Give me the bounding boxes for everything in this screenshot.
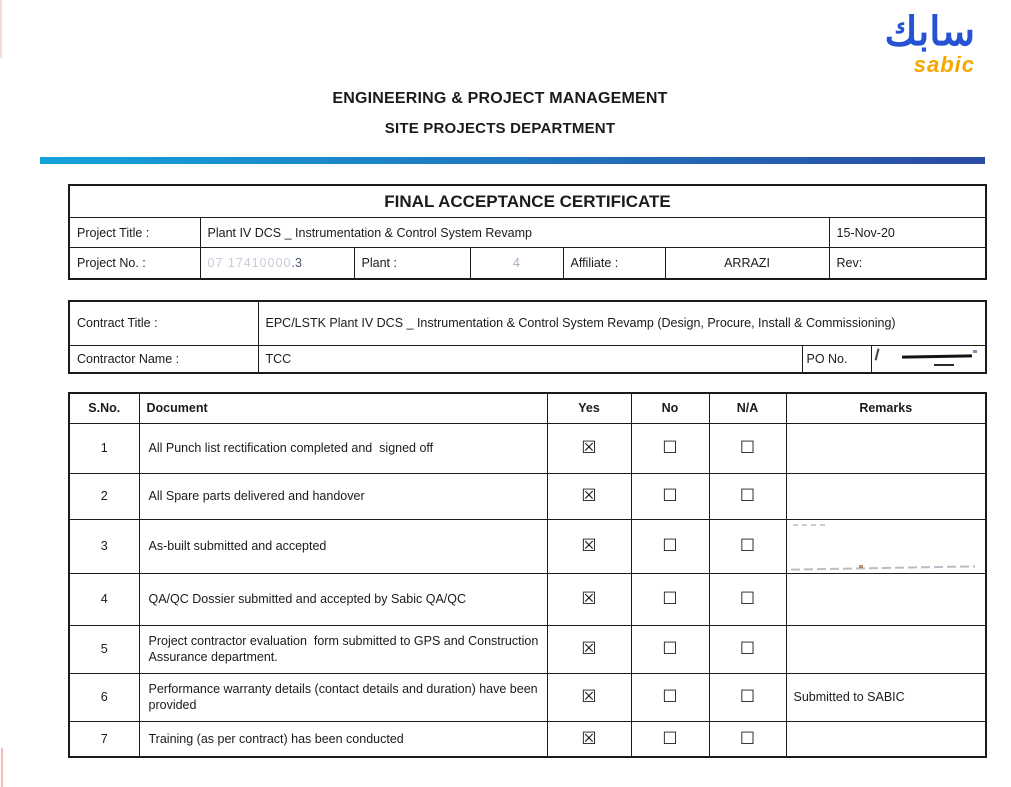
acceptance-checklist-table [68, 392, 987, 758]
plant-label: Plant : [354, 248, 470, 279]
sno-cell: 5 [69, 625, 139, 673]
affiliate-label: Affiliate : [563, 248, 665, 279]
remarks-cell [786, 423, 986, 473]
no-checkbox: ☐ [631, 721, 709, 757]
contractor-name-label: Contractor Name : [69, 345, 258, 373]
contract-info-table [68, 300, 987, 374]
remarks-cell: Submitted to SABIC [786, 673, 986, 721]
document-header [0, 90, 1000, 137]
yes-checkbox: ☒ [547, 625, 631, 673]
project-no-faded-text: 07 17410000 [207, 255, 292, 270]
sno-cell: 7 [69, 721, 139, 757]
po-no-label: PO No. [802, 345, 871, 373]
redacted-handwriting-marks [901, 354, 971, 358]
sub-department-title: SITE PROJECTS DEPARTMENT [384, 120, 616, 137]
scan-artifact-line [1, 748, 3, 787]
no-checkbox: ☐ [631, 625, 709, 673]
document-cell: Performance warranty details (contact details and duration) have been provided [139, 673, 547, 721]
sabic-logo-wordmark: sabic [913, 52, 975, 77]
col-header-na: N/A [709, 393, 786, 423]
no-checkbox: ☐ [631, 573, 709, 625]
document-cell: All Punch list rectification completed and signed off [139, 423, 547, 473]
document-cell: Project contractor evaluation form submitted to GPS and Construction Assurance department. [139, 625, 547, 673]
document-cell: QA/QC Dossier submitted and accepted by Sabic QA/QC [139, 573, 547, 625]
table-row [69, 301, 986, 345]
redacted-handwriting-marks [934, 364, 954, 367]
yes-checkbox: ☒ [547, 473, 631, 519]
department-title: ENGINEERING & PROJECT MANAGEMENT [332, 90, 668, 107]
no-checkbox: ☐ [631, 673, 709, 721]
checklist-row [69, 673, 986, 721]
scan-artifact-line [0, 0, 2, 58]
table-row [69, 248, 986, 279]
project-title-label: Project Title : [69, 218, 200, 248]
project-no-visible-text: .3 [291, 255, 302, 270]
certificate-info-table [68, 184, 987, 280]
na-checkbox: ☐ [709, 423, 786, 473]
sno-cell: 6 [69, 673, 139, 721]
document-cell: All Spare parts delivered and handover [139, 473, 547, 519]
yes-checkbox: ☒ [547, 721, 631, 757]
col-header-document: Document [139, 393, 547, 423]
project-no-value [200, 248, 354, 279]
checklist-row [69, 721, 986, 757]
table-row [69, 218, 986, 248]
header-divider-bar [40, 157, 985, 164]
document-cell: As-built submitted and accepted [139, 519, 547, 573]
redacted-handwriting-marks [874, 348, 884, 361]
sno-cell: 3 [69, 519, 139, 573]
yes-checkbox: ☒ [547, 673, 631, 721]
checklist-row [69, 423, 986, 473]
table-row [69, 185, 986, 218]
faded-handwriting-marks [859, 565, 863, 568]
remarks-cell [786, 573, 986, 625]
remarks-cell [786, 625, 986, 673]
no-checkbox: ☐ [631, 473, 709, 519]
yes-checkbox: ☒ [547, 519, 631, 573]
yes-checkbox: ☒ [547, 423, 631, 473]
table-row [69, 345, 986, 373]
na-checkbox: ☐ [709, 519, 786, 573]
checklist-row [69, 473, 986, 519]
remarks-cell [786, 519, 986, 573]
project-title-value: Plant IV DCS _ Instrumentation & Control System Revamp [200, 218, 829, 248]
col-header-remarks: Remarks [786, 393, 986, 423]
po-no-value [871, 345, 986, 373]
na-checkbox: ☐ [709, 573, 786, 625]
checklist-row [69, 625, 986, 673]
na-checkbox: ☐ [709, 673, 786, 721]
checklist-row [69, 573, 986, 625]
na-checkbox: ☐ [709, 721, 786, 757]
faded-handwriting-marks [790, 565, 974, 570]
contractor-name-value: TCC [258, 345, 802, 373]
na-checkbox: ☐ [709, 625, 786, 673]
redacted-handwriting-marks [973, 350, 977, 353]
certificate-title: FINAL ACCEPTANCE CERTIFICATE [69, 185, 986, 218]
remarks-cell [786, 721, 986, 757]
sabic-logo [884, 12, 975, 76]
sno-cell: 4 [69, 573, 139, 625]
project-no-label: Project No. : [69, 248, 200, 279]
no-checkbox: ☐ [631, 423, 709, 473]
checklist-row [69, 519, 986, 573]
contract-title-label: Contract Title : [69, 301, 258, 345]
yes-checkbox: ☒ [547, 573, 631, 625]
contract-title-value: EPC/LSTK Plant IV DCS _ Instrumentation & Control System Revamp (Design, Procure, Install & Commissioning) [258, 301, 986, 345]
document-cell: Training (as per contract) has been conducted [139, 721, 547, 757]
col-header-yes: Yes [547, 393, 631, 423]
sabic-logo-arabic: سابك [884, 10, 975, 54]
sno-cell: 1 [69, 423, 139, 473]
certificate-date: 15-Nov-20 [829, 218, 986, 248]
plant-value: 4 [470, 248, 563, 279]
faded-handwriting-marks [793, 524, 827, 526]
remarks-cell [786, 473, 986, 519]
checklist-header-row [69, 393, 986, 423]
na-checkbox: ☐ [709, 473, 786, 519]
rev-label: Rev: [829, 248, 986, 279]
col-header-no: No [631, 393, 709, 423]
no-checkbox: ☐ [631, 519, 709, 573]
sno-cell: 2 [69, 473, 139, 519]
affiliate-value: ARRAZI [665, 248, 829, 279]
col-header-sno: S.No. [69, 393, 139, 423]
